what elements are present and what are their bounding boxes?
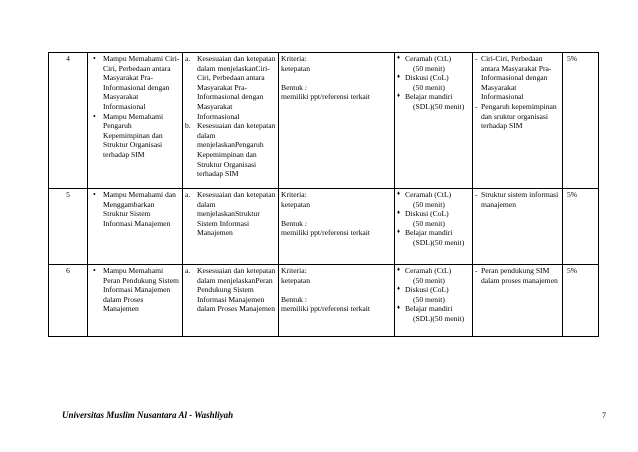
study-material-item: - Ciri-Ciri, Perbedaan antara Masyarakat Pra-Informasional dengan Masyarakat Informasional [475,54,560,102]
indicator-text: Kesesuaian dan ketepatan dalam menjelaskanPengaruh Kepemimpinan dan Struktur Organisasi terhadap SIM [197,121,276,179]
indicator-cell [183,53,279,189]
learning-method-time: (SDL)(50 menit) [413,313,465,323]
learning-method-list [397,190,470,248]
learning-outcome-item: • Mampu Memahami Peran Pendukung Sistem Informasi Manajemen dalam Proses Manajemen [90,266,180,314]
form-value: memiliki ppt/referensi terkait [281,92,370,102]
learning-method-time: (50 menit) [413,218,445,228]
form-label: Bentuk : [281,82,307,92]
learning-method-name: ♦ Diskusi (CoL) [405,285,449,295]
footer-page-number: 7 [602,411,606,420]
learning-method-name: ♦ Belajar mandiri [405,228,453,238]
learning-method-item [397,92,470,111]
learning-method-item [397,190,470,209]
criteria-label: Kriteria: [281,54,307,63]
study-material-item: - Pengaruh kepemimpinan dan sruktur organisasi terhadap SIM [475,102,560,131]
learning-method-time: (SDL)(50 menit) [413,101,465,111]
learning-outcome-item: • Mampu Memahami Pengaruh Kepemimpinan dan Struktur Organisasi terhadap SIM [90,112,180,160]
indicator-cell [183,265,279,337]
spacer [281,73,392,83]
criteria-value: ketepatan [281,63,311,73]
weight-cell: 5% [563,265,599,337]
indicator-list [185,54,276,179]
learning-outcome-list [90,190,180,228]
learning-method-cell [395,53,473,189]
indicator-marker: a. [185,190,191,199]
learning-method-time: (50 menit) [413,82,445,92]
learning-method-cell [395,265,473,337]
spacer [281,209,392,219]
learning-outcome-item: • Mampu Memahami dan Menggambarkan Struktur Sistem Informasi Manajemen [90,190,180,228]
learning-method-time: (50 menit) [413,63,445,73]
learning-method-item [397,285,470,304]
learning-method-item [397,228,470,247]
learning-method-cell [395,189,473,265]
form-value: memiliki ppt/referensi terkait [281,304,370,314]
week-number-cell: 5 [49,189,88,265]
study-material-cell [473,265,563,337]
criteria-label: Kriteria: [281,190,307,199]
indicator-cell [183,189,279,265]
assessment-criteria-cell [279,53,395,189]
learning-method-name: ♦ Belajar mandiri [405,304,453,314]
criteria-value: ketepatan [281,275,311,285]
study-material-cell [473,53,563,189]
indicator-text: Kesesuaian dan ketepatan dalam menjelaskanStruktur Sistem Informasi Manajemen [197,190,276,238]
learning-method-time: (SDL)(50 menit) [413,237,465,247]
table-row [49,53,599,189]
learning-method-list [397,54,470,112]
learning-method-item [397,54,470,73]
criteria-value: ketepatan [281,199,311,209]
learning-method-item [397,304,470,323]
indicator-item [185,190,276,238]
learning-outcome-cell [88,53,183,189]
table-row [49,189,599,265]
learning-method-item [397,209,470,228]
learning-outcome-list [90,266,180,314]
study-material-item: - Peran pendukung SIM dalam proses manajemen [475,266,560,285]
form-value: memiliki ppt/referensi terkait [281,228,370,238]
indicator-marker: a. [185,266,191,275]
learning-method-name: ♦ Ceramah (CtL) [405,54,452,63]
learning-method-time: (50 menit) [413,294,445,304]
rps-table [48,52,599,337]
study-material-cell [473,189,563,265]
footer-institution: Universitas Muslim Nusantara Al - Washliyah [62,410,234,420]
study-material-list [475,54,560,131]
learning-method-item [397,266,470,285]
indicator-item [185,121,276,179]
learning-outcome-cell [88,189,183,265]
learning-outcome-list [90,54,180,160]
learning-method-name: ♦ Ceramah (CtL) [405,190,452,199]
week-number-cell: 6 [49,265,88,337]
spacer [281,285,392,295]
learning-outcome-cell [88,265,183,337]
learning-method-name: ♦ Ceramah (CtL) [405,266,452,275]
study-material-item: - Struktur sistem informasi manajemen [475,190,560,209]
weight-cell: 5% [563,53,599,189]
weight-cell: 5% [563,189,599,265]
indicator-item [185,54,276,121]
form-label: Bentuk : [281,218,307,228]
study-material-list [475,190,560,209]
form-label: Bentuk : [281,294,307,304]
indicator-list [185,266,276,314]
indicator-list [185,190,276,238]
learning-method-time: (50 menit) [413,275,445,285]
indicator-marker: b. [185,121,191,131]
learning-method-name: ♦ Diskusi (CoL) [405,209,449,219]
study-material-list [475,266,560,285]
week-number-cell: 4 [49,53,88,189]
learning-method-time: (50 menit) [413,199,445,209]
learning-outcome-item: • Mampu Memahami Ciri-Ciri, Perbedaan antara Masyarakat Pra-Informasional dengan Masyarakat Informasional [90,54,180,112]
indicator-text: Kesesuaian dan ketepatan dalam menjelaskanCiri-Ciri, Perbedaan antara Masyarakat Pra-Informasional dengan Masyarakat Informasional [197,54,276,121]
learning-method-list [397,266,470,324]
indicator-text: Kesesuaian dan ketepatan dalam menjelaskanPeran Pendukung Sistem Informasi Manajemen dalam Proses Manajemen [197,266,276,314]
learning-method-name: ♦ Belajar mandiri [405,92,453,102]
table-row [49,265,599,337]
assessment-criteria-cell [279,265,395,337]
indicator-marker: a. [185,54,191,63]
learning-method-item [397,73,470,92]
indicator-item [185,266,276,314]
assessment-criteria-cell [279,189,395,265]
criteria-label: Kriteria: [281,266,307,275]
learning-method-name: ♦ Diskusi (CoL) [405,73,449,83]
